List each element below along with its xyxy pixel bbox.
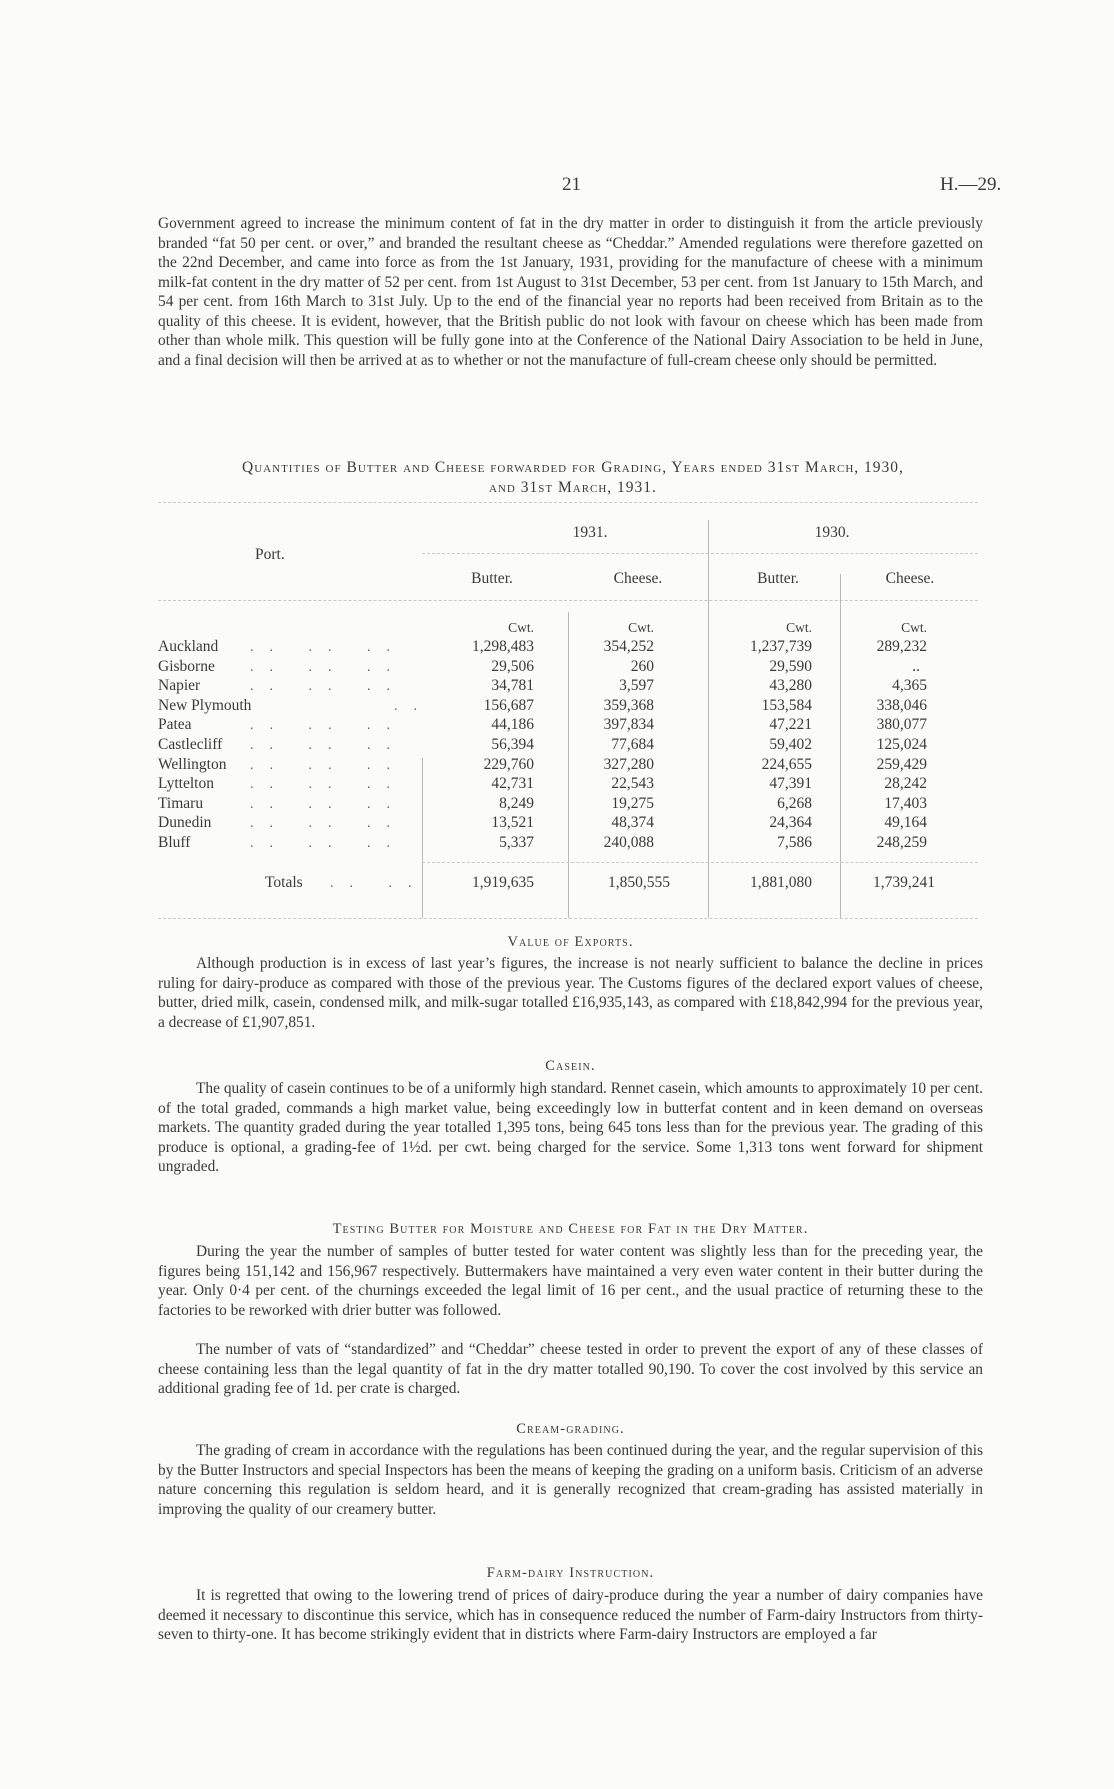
table-row-butter-1930: 59,402 [769,736,812,753]
table-row-butter-1930: 6,268 [777,795,812,812]
leader-dots: .. .. [330,876,428,891]
value-of-exports-heading: Value of Exports. [507,934,634,950]
table-row-butter-1931: 42,731 [491,775,534,792]
table-row-port: Patea [158,716,192,733]
document-reference: H.—29. [940,174,1002,195]
cream-grading-paragraph: The grading of cream in accordance with the regulations has been continued during the year, and the regular supervision of this by the Butter Instructors and special Inspectors has been the means of keeping the grading on a uniform basis. Criticism of an adverse nature concerning this regulation is seldom heard, and it is generally recognized that cream-grading has assisted materially in improving the quality of our creamery butter. [158,1442,983,1518]
table-caption-line-1: Quantities of Butter and Cheese forwarded for Grading, Years ended 31st March, 1930, [242,459,904,476]
leader-dots: .. [394,699,433,714]
farm-dairy-paragraph: It is regretted that owing to the lowering trend of prices of dairy-produce during the year a number of dairy companies have deemed it necessary to discontinue this service, which has in consequence reduced the number of Farm-dairy Instructors from thirty-seven to thirty-one. It has become strikingly evident that in districts where Farm-dairy Instructors are employed a far [158,1587,983,1643]
casein-paragraph: The quality of casein continues to be of a uniformly high standard. Rennet casein, which amounts to approximately 10 per cent. of the total graded, commands a high market value, being exceedingly low in butterfat content and in keen demand on overseas markets. The quantity graded during the year totalled 1,395 tons, being 645 tons less than for the previous year. The grading of this produce is optional, a grading-fee of 1½d. per cwt. being charged for the service. Some 1,313 tons went forward for shipment ungraded. [158,1080,983,1175]
cheese-1930-header: Cheese. [885,570,935,587]
testing-paragraph-1: During the year the number of samples of butter tested for water content was slightly less than for the preceding year, the figures being 151,142 and 156,967 respectively. Buttermakers have maintained a very even water content in their butter during the year. Only 0·4 per cent. of the churnings exceeded the legal limit of 16 per cent., and the usual practice of returning these to the factories to be reworked with drier butter was followed. [158,1243,983,1319]
leader-dots: .. .. .. [250,718,406,733]
leader-dots: .. .. .. [250,679,406,694]
unit-label: Cwt. [901,620,927,635]
table-row-cheese-1931: 22,543 [611,775,654,792]
year-1930-header: 1930. [814,524,850,541]
table-row-butter-1930: 153,584 [761,697,812,714]
table-row-cheese-1930: 17,403 [884,795,927,812]
leader-dots: .. .. .. [250,797,406,812]
table-row-cheese-1931: 19,275 [611,795,654,812]
table-row-butter-1931: 156,687 [483,697,534,714]
cheese-1931-header: Cheese. [613,570,663,587]
leader-dots: .. .. .. [250,640,406,655]
table-row-cheese-1931: 3,597 [619,677,654,694]
table-row-cheese-1931: 354,252 [603,638,654,655]
table-row-butter-1931: 8,249 [499,795,534,812]
leader-dots: .. .. .. [250,836,406,851]
table-row-butter-1931: 34,781 [491,677,534,694]
total-cheese-1930: 1,739,241 [873,874,935,891]
year-1931-header: 1931. [572,524,608,541]
table-row-butter-1931: 13,521 [491,814,534,831]
table-row-port: Dunedin [158,814,212,831]
leader-dots: .. .. .. [250,777,406,792]
table-row-port: Gisborne [158,658,215,675]
table-row-butter-1930: 24,364 [769,814,812,831]
intro-paragraph: Government agreed to increase the minimum content of fat in the dry matter in order to distinguish it from the article previously branded “fat 50 per cent. or over,” and branded the resultant cheese as “Cheddar.” Amended regulations were therefore gazetted on the 22nd December, and came into force as from the 1st January, 1931, providing for the manufacture of cheese with a minimum milk-fat content in the dry matter of 52 per cent. from 1st August to 31st December, 53 per cent. from 1st January to 15th March, and 54 per cent. from 16th March to 31st July. Up to the end of the financial year no reports had been received from Britain as to the quality of this cheese. It is evident, however, that the British public do not look with favour on cheese which has been made from other than whole milk. This question will be fully gone into at the Conference of the National Dairy Association to be held in June, and a final decision will then be arrived at as to whether or not the manufacture of full-cream cheese only should be permitted. [158,215,983,369]
table-row-cheese-1931: 327,280 [603,756,654,773]
table-bottom-rule [158,918,978,919]
table-row-port: Wellington [158,756,227,773]
table-row-cheese-1930: 49,164 [884,814,927,831]
total-butter-1930: 1,881,080 [750,874,812,891]
table-row-butter-1931: 29,506 [491,658,534,675]
table-row-butter-1930: 1,237,739 [750,638,812,655]
butter-1930-header: Butter. [757,570,799,587]
table-row-port: Castlecliff [158,736,223,753]
table-row-butter-1930: 224,655 [761,756,812,773]
table-row-cheese-1930: 289,232 [876,638,927,655]
testing-heading: Testing Butter for Moisture and Cheese for Fat in the Dry Matter. [332,1221,809,1237]
casein-heading: Casein. [545,1058,596,1074]
table-row-butter-1930: 43,280 [769,677,812,694]
table-row-port: Timaru [158,795,204,812]
table-row-butter-1931: 56,394 [491,736,534,753]
column-header-rule [158,600,978,601]
table-top-rule [158,502,978,503]
table-row-cheese-1931: 260 [630,658,654,675]
table-row-port: Auckland [158,638,219,655]
total-butter-1931: 1,919,635 [472,874,534,891]
table-row-cheese-1930: 338,046 [876,697,927,714]
table-row-cheese-1930: 248,259 [876,834,927,851]
table-row-butter-1931: 1,298,483 [472,638,534,655]
table-row-cheese-1930: 4,365 [892,677,927,694]
unit-label: Cwt. [786,620,812,635]
table-row-port: New Plymouth [158,697,252,714]
table-row-cheese-1930: 380,077 [876,716,927,733]
table-row-butter-1930: 7,586 [777,834,812,851]
total-cheese-1931: 1,850,555 [608,874,670,891]
leader-dots: .. .. .. [250,816,406,831]
unit-label: Cwt. [628,620,654,635]
value-of-exports-paragraph: Although production is in excess of last year’s figures, the increase is not nearly sufficient to balance the decline in prices ruling for dairy-produce as compared with those of the previous year. The Customs figures of the declared export values of cheese, butter, dried milk, casein, condensed milk, and milk-sugar totalled £16,935,143, as compared with £18,842,994 for the previous year, a decrease of £1,907,851. [158,955,983,1031]
table-row-cheese-1931: 240,088 [603,834,654,851]
table-row-port: Bluff [158,834,191,851]
column-divider [568,612,569,918]
totals-label: Totals [265,874,303,891]
table-row-cheese-1931: 359,368 [603,697,654,714]
table-row-butter-1931: 5,337 [499,834,534,851]
table-row-butter-1930: 47,391 [769,775,812,792]
table-row-cheese-1931: 77,684 [611,736,654,753]
table-caption-line-2: and 31st March, 1931. [489,479,657,496]
table-row-butter-1931: 44,186 [491,716,534,733]
leader-dots: .. .. .. [250,738,406,753]
table-row-cheese-1930: 125,024 [876,736,927,753]
page-number: 21 [562,174,581,195]
table-row-cheese-1931: 397,834 [603,716,654,733]
table-row-port: Napier [158,677,201,694]
farm-dairy-heading: Farm-dairy Instruction. [486,1565,655,1581]
leader-dots: .. .. .. [250,660,406,675]
leader-dots: .. .. .. [250,758,406,773]
table-row-butter-1930: 47,221 [769,716,812,733]
table-row-butter-1931: 229,760 [483,756,534,773]
table-row-port: Lyttelton [158,775,214,792]
testing-paragraph-2: The number of vats of “standardized” and “Cheddar” cheese tested in order to prevent the export of any of these classes of cheese containing less than the legal quantity of fat in the dry matter totalled 90,190. To cover the cost involved by this service an additional grading fee of 1d. per crate is charged. [158,1341,983,1397]
table-row-cheese-1930: 259,429 [876,756,927,773]
table-row-butter-1930: 29,590 [769,658,812,675]
table-row-cheese-1930: .. [912,658,920,675]
totals-rule [422,862,978,863]
table-row-cheese-1930: 28,242 [884,775,927,792]
table-row-cheese-1931: 48,374 [611,814,654,831]
year-header-rule [422,553,978,554]
butter-1931-header: Butter. [471,570,513,587]
column-divider [840,574,841,918]
unit-label: Cwt. [508,620,534,635]
port-column-header: Port. [255,546,285,563]
cream-grading-heading: Cream-grading. [516,1421,625,1437]
